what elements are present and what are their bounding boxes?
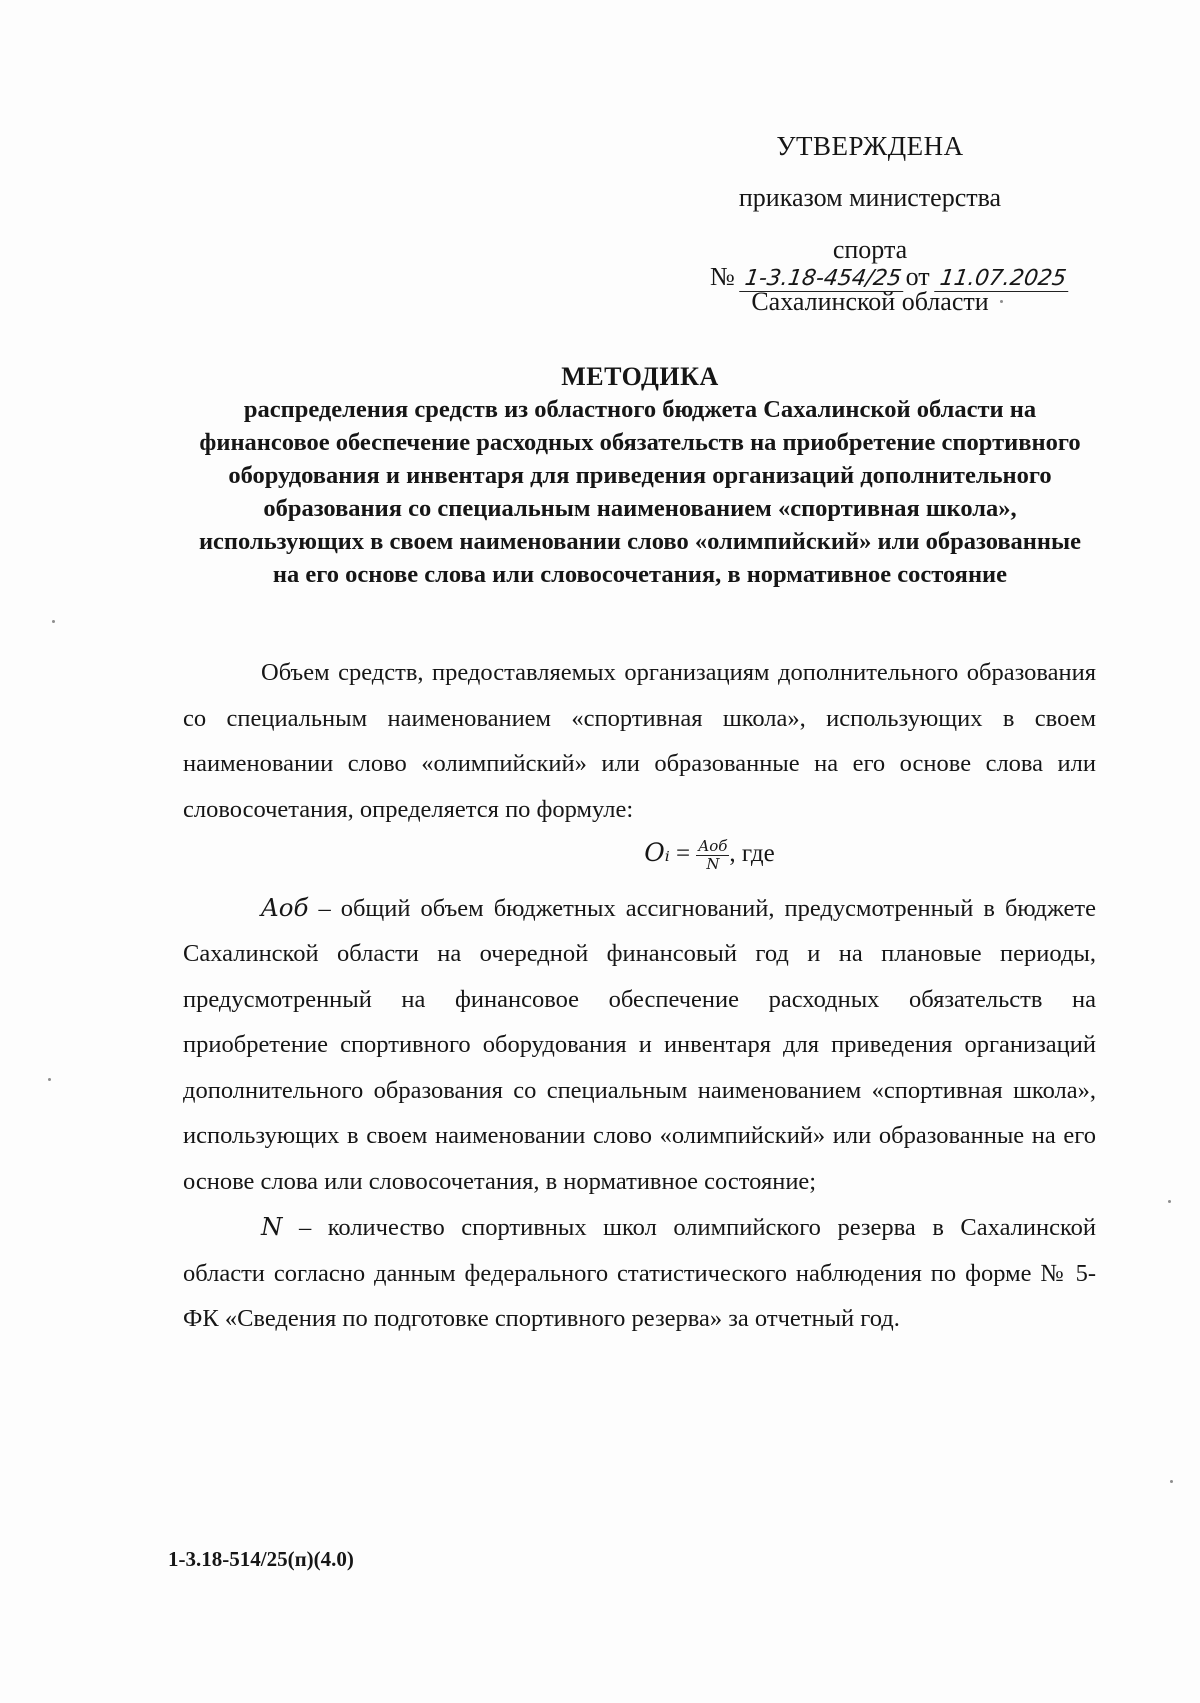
document-heading: [190, 360, 1090, 591]
formula-denominator: N: [706, 854, 720, 873]
order-number-prefix: №: [710, 262, 735, 291]
definition-n-symbol: N: [261, 1212, 283, 1241]
scan-speck: [48, 1078, 51, 1081]
formula-lhs: Oᵢ: [644, 838, 670, 867]
document-body: [183, 650, 1096, 1342]
order-number-handwritten: 1-3.18-454/25: [739, 266, 907, 292]
approval-line-region: Сахалинской области: [751, 287, 989, 316]
order-date-prefix: от: [905, 262, 930, 291]
definition-a-text: – общий объем бюджетных ассигнований, предусмотренный в бюджете Сахалинской области на очередной финансовый год и на плановые периоды, предусмотренный на финансовое обеспечение расходных обязательств на приобретение спортивного оборудования и инвентаря для приведения организаций дополнительного образования со специальным наименованием «спортивная школа», использующих в своем наименовании слово «олимпийский» или образованные на его основе слова или словосочетания, в нормативное состояние;: [183, 894, 1097, 1195]
formula-numerator: Aоб: [698, 836, 728, 855]
scan-speck: [52, 620, 55, 623]
scan-speck: [1000, 300, 1003, 303]
document-subtitle: распределения средств из областного бюджета Сахалинской области на финансовое обеспечение расходных обязательств на приобретение спортивного оборудования и инвентаря для приведения организаций дополнительного образования со специальным наименованием «спортивная школа», использующих в своем наименовании слово «олимпийский» или образованные на его основе слова или словосочетания, в нормативное состояние: [198, 396, 1082, 588]
approval-title: УТВЕРЖДЕНА: [776, 131, 964, 161]
scan-speck: [1170, 1480, 1173, 1483]
scan-speck: [1168, 1200, 1171, 1203]
order-date-handwritten: 11.07.2025: [934, 266, 1072, 292]
approval-line-ministry: приказом министерства спорта: [738, 183, 1002, 264]
formula-suffix: , где: [729, 840, 775, 867]
definition-n-paragraph: [183, 1204, 1096, 1342]
approval-stamp-block: [700, 120, 1040, 328]
order-number-line: [710, 262, 1070, 292]
document-code: 1-3.18-514/25(п)(4.0): [168, 1547, 354, 1571]
document-title: МЕТОДИКА: [561, 362, 719, 391]
formula: [183, 830, 1096, 877]
definition-a-symbol: Aоб: [261, 892, 309, 922]
formula-fraction: [696, 838, 729, 873]
definition-a-paragraph: [183, 885, 1096, 1205]
intro-paragraph: Объем средств, предоставляемых организациям дополнительного образования со специальным наименованием «спортивная школа», использующих в своем наименовании слово «олимпийский» или образованные на его основе слова или словосочетания, определяется по формуле:: [183, 659, 1096, 823]
definition-n-text: – количество спортивных школ олимпийского резерва в Сахалинской области согласно данным федерального статистического наблюдения по форме № 5-ФК «Сведения по подготовке спортивного резерва» за отчетный год.: [183, 1214, 1096, 1332]
formula-equals: =: [676, 840, 691, 867]
